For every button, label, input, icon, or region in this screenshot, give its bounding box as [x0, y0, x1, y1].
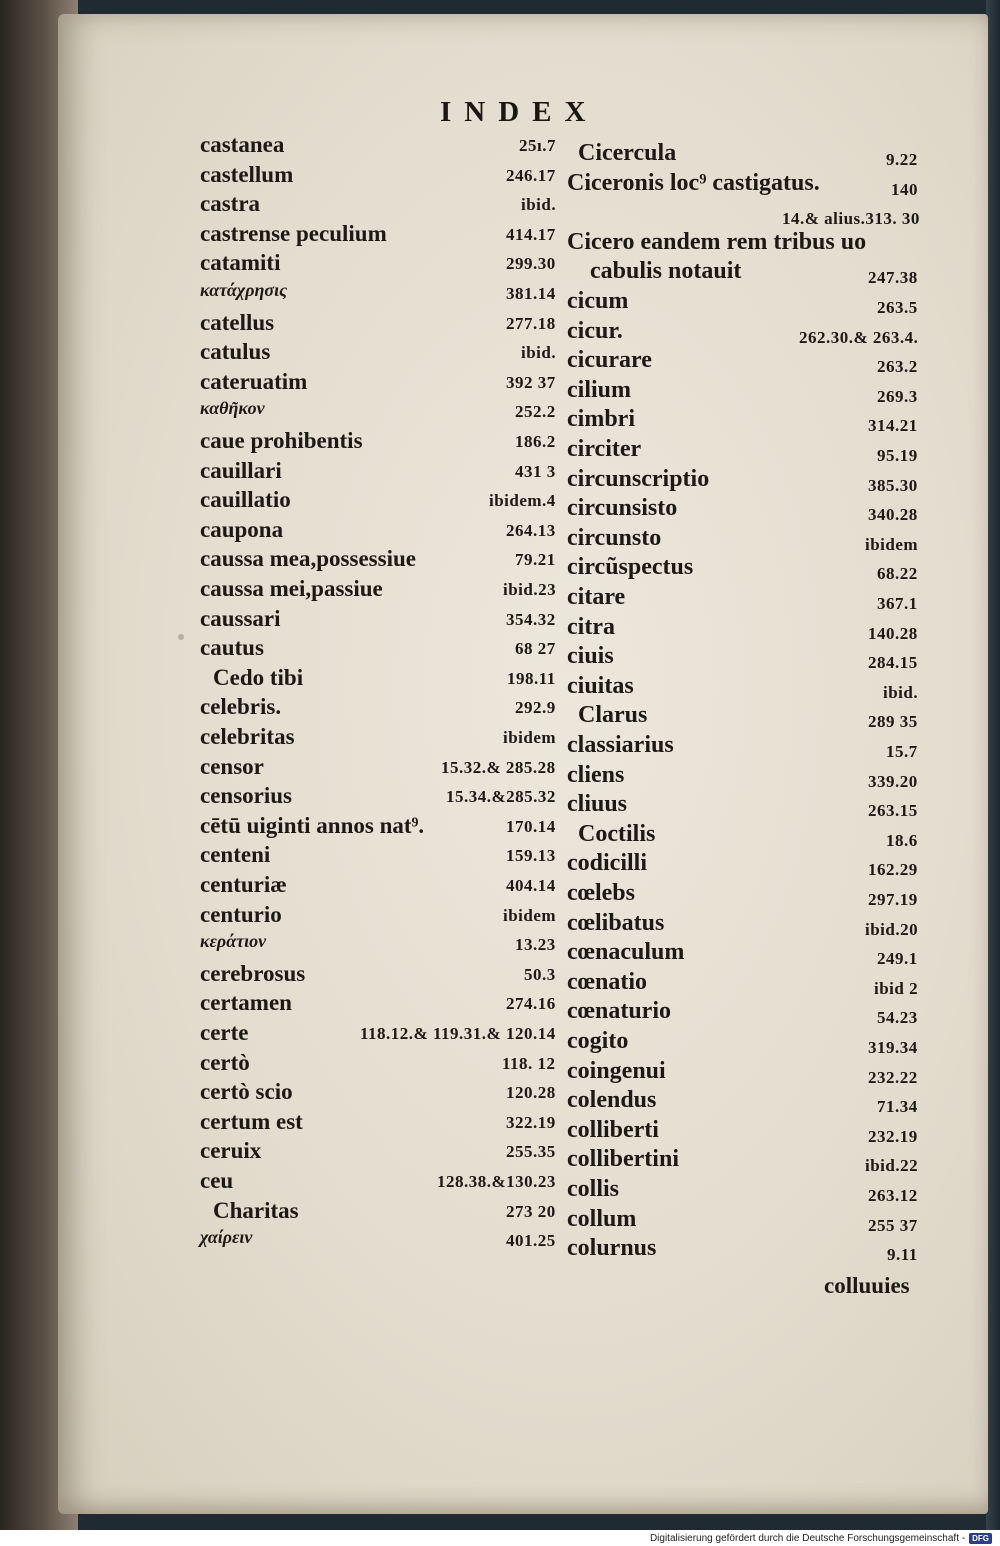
- index-term: collis: [567, 1176, 619, 1202]
- page-reference: 140: [891, 179, 918, 199]
- page-reference: 15.32.& 285.28: [441, 757, 556, 777]
- index-term: caue prohibentis: [200, 428, 363, 453]
- index-term: cicum: [567, 288, 629, 314]
- page-reference: ibidem: [503, 905, 557, 925]
- index-term: cimbri: [567, 406, 635, 433]
- page-reference: 339.20: [868, 771, 918, 791]
- digitization-footer: [0, 1530, 1000, 1546]
- page-reference: 118.12.& 119.31.& 120.14: [360, 1024, 556, 1043]
- index-term: ceu: [200, 1168, 234, 1193]
- page-reference: 95.19: [877, 446, 918, 465]
- index-term: censorius: [200, 783, 292, 809]
- page-reference: 269.3: [877, 386, 918, 406]
- page-reference: 15.7: [886, 742, 918, 761]
- index-term: cliuus: [567, 791, 628, 818]
- index-term: certe: [200, 1020, 249, 1045]
- index-term: χαίρειν: [200, 1227, 253, 1248]
- index-term: castanea: [200, 132, 285, 157]
- index-term: coingenui: [567, 1057, 666, 1084]
- page-reference: 381.14: [506, 284, 556, 303]
- index-term: cœnatio: [567, 968, 647, 995]
- index-term: castra: [200, 191, 261, 217]
- page-reference: 13.23: [515, 935, 556, 955]
- page-reference: ibid.: [883, 682, 919, 702]
- index-term: Cedo tibi: [213, 664, 304, 690]
- index-term: Ciceronis loc⁹ castigatus.: [567, 169, 820, 196]
- page-reference: 249.1: [877, 949, 918, 969]
- catchword: colluuies: [824, 1272, 910, 1298]
- index-term: Cicercula: [578, 140, 677, 166]
- page-reference: 15.34.&285.32: [446, 787, 556, 807]
- page-reference: 404.14: [506, 876, 556, 895]
- index-term: circunsto: [567, 524, 662, 551]
- page-reference: 263.5: [877, 298, 918, 317]
- page-reference: 54.23: [877, 1008, 918, 1028]
- index-term: colendus: [567, 1087, 657, 1114]
- page-reference: 264.13: [506, 520, 556, 540]
- page-reference: 263.12: [868, 1186, 918, 1205]
- page-reference: 140.28: [868, 623, 918, 643]
- page-reference: 255 37: [868, 1215, 918, 1235]
- page-reference: 162.29: [868, 860, 918, 880]
- page-reference: 128.38.&130.23: [437, 1172, 556, 1191]
- index-term: cabulis notauit: [590, 258, 742, 285]
- page-reference: 263.15: [868, 801, 918, 821]
- page-reference: ibid.20: [865, 919, 919, 939]
- page-reference: 159.13: [506, 846, 556, 866]
- index-term: cicurare: [567, 347, 652, 374]
- index-term: certò: [200, 1049, 250, 1075]
- index-term: caussari: [200, 605, 281, 631]
- page-reference: 232.22: [868, 1067, 918, 1087]
- index-term: centuriæ: [200, 872, 287, 897]
- index-term: censor: [200, 753, 264, 779]
- index-term: castellum: [200, 161, 294, 187]
- index-term: celebritas: [200, 724, 295, 749]
- index-term: caussa mea,possessiue: [200, 546, 416, 572]
- page-reference: 252.2: [515, 402, 556, 422]
- index-term: colurnus: [567, 1235, 657, 1262]
- index-term: collum: [567, 1205, 637, 1232]
- page-reference: 18.6: [886, 830, 918, 850]
- page-reference: 299.30: [506, 254, 556, 274]
- page-reference: 50.3: [524, 964, 556, 984]
- index-term: Coctilis: [578, 820, 656, 847]
- page-reference: 392 37: [506, 372, 556, 392]
- page-reference: 118. 12: [502, 1053, 556, 1073]
- page-reference: 263.2: [877, 357, 918, 377]
- index-term: circũspectus: [567, 554, 694, 581]
- page-reference: 246.17: [506, 165, 556, 185]
- page-reference: ibid.23: [503, 580, 557, 599]
- page-reference: ibidem.4: [489, 491, 556, 511]
- page-reference: 71.34: [877, 1097, 918, 1117]
- index-term: κατάχρησις: [200, 280, 288, 300]
- page-reference: 68.22: [877, 564, 918, 584]
- dfg-logo: DFG: [969, 1533, 992, 1544]
- page-reference: 340.28: [868, 505, 918, 525]
- index-term: cœlibatus: [567, 909, 665, 936]
- index-term: cicur.: [567, 317, 623, 344]
- page-reference: 68 27: [515, 639, 556, 659]
- index-term: celebris.: [200, 694, 282, 720]
- page-reference: 354.32: [506, 609, 556, 629]
- index-term: certum est: [200, 1108, 303, 1134]
- index-term: cerebrosus: [200, 960, 306, 986]
- page-reference: ibidem: [865, 534, 919, 554]
- index-term: cateruatim: [200, 368, 308, 394]
- index-term: collibertini: [567, 1146, 679, 1173]
- index-term: ciuis: [567, 643, 614, 670]
- index-term: καθῆκον: [200, 398, 265, 419]
- index-term: ceruix: [200, 1138, 262, 1164]
- page-reference: 289 35: [868, 712, 918, 732]
- page-reference: 14.& alius.313. 30: [782, 209, 920, 229]
- page-reference: 277.18: [506, 313, 556, 333]
- index-term: centurio: [200, 901, 282, 927]
- page-reference: 431 3: [515, 461, 556, 481]
- index-term: centeni: [200, 842, 271, 868]
- page-reference: 262.30.& 263.4.: [799, 327, 919, 347]
- index-term: ciuitas: [567, 672, 634, 699]
- index-term: cœnaturio: [567, 998, 671, 1025]
- index-term: citare: [567, 584, 626, 610]
- index-term: circunscriptio: [567, 465, 710, 492]
- index-term: cœnaculum: [567, 939, 685, 966]
- page-reference: 198.11: [507, 668, 556, 688]
- index-term: codicilli: [567, 850, 647, 877]
- index-term: catulus: [200, 339, 271, 365]
- index-term: certò scio: [200, 1079, 293, 1105]
- page-reference: 401.25: [506, 1231, 556, 1251]
- page-reference: 79.21: [515, 550, 556, 570]
- page-reference: ibid.22: [865, 1156, 919, 1176]
- footer-credit-text: Digitalisierung gefördert durch die Deutsche Forschungsgemeinschaft -: [649, 1532, 966, 1544]
- index-term: caupona: [200, 516, 284, 542]
- index-term: cogito: [567, 1028, 629, 1054]
- page-reference: ibid.: [521, 195, 557, 215]
- index-term: castrense peculium: [200, 220, 387, 246]
- page-reference: ibid.: [521, 343, 557, 363]
- index-term: cilium: [567, 376, 631, 403]
- page-reference: 232.19: [868, 1126, 918, 1146]
- page-reference: 186.2: [515, 432, 556, 451]
- index-term: Charitas: [213, 1197, 299, 1223]
- page-reference: 9.11: [887, 1245, 918, 1265]
- page-reference: 9.22: [886, 150, 918, 169]
- index-term: caussa mei,passiue: [200, 576, 383, 601]
- page-reference: 292.9: [515, 698, 556, 718]
- page-reference: 297.19: [868, 890, 918, 909]
- page-stain: [178, 634, 184, 640]
- page-reference: 255.35: [506, 1142, 556, 1162]
- page-reference: 314.21: [868, 416, 918, 436]
- page-reference: 414.17: [506, 224, 556, 244]
- page-reference: 25ı.7: [519, 136, 556, 155]
- index-term: κεράτιον: [200, 931, 267, 952]
- index-term: Cicero eandem rem tribus uo: [567, 228, 867, 255]
- page-reference: ibid 2: [874, 978, 919, 998]
- index-term: certamen: [200, 990, 292, 1016]
- page-reference: 322.19: [506, 1112, 556, 1132]
- index-term: cauillatio: [200, 487, 291, 513]
- page-reference: 273 20: [506, 1201, 556, 1221]
- index-term: cautus: [200, 635, 264, 661]
- index-term: circiter: [567, 436, 642, 462]
- page-reference: 385.30: [868, 475, 918, 495]
- page-reference: 120.28: [506, 1083, 556, 1103]
- book-binding-right: [986, 0, 1000, 1530]
- page-reference: 367.1: [877, 594, 918, 613]
- index-term: cœlebs: [567, 880, 635, 906]
- index-term: catamiti: [200, 250, 281, 276]
- index-term: circunsisto: [567, 495, 678, 522]
- index-term: catellus: [200, 309, 275, 335]
- index-term: citra: [567, 613, 615, 640]
- page-reference: ibidem: [503, 728, 557, 747]
- index-term: Clarus: [578, 702, 648, 729]
- index-term: classiarius: [567, 732, 674, 758]
- index-term: cētū uiginti annos nat⁹.: [200, 812, 425, 838]
- page-reference: 247.38: [868, 268, 918, 288]
- page-reference: 319.34: [868, 1038, 918, 1057]
- index-term: colliberti: [567, 1116, 659, 1143]
- page-reference: 284.15: [868, 653, 918, 673]
- page-heading: INDEX: [440, 96, 599, 128]
- page-reference: 170.14: [506, 816, 556, 836]
- page-reference: 274.16: [506, 994, 556, 1014]
- index-term: cliens: [567, 761, 625, 788]
- index-term: cauillari: [200, 457, 282, 483]
